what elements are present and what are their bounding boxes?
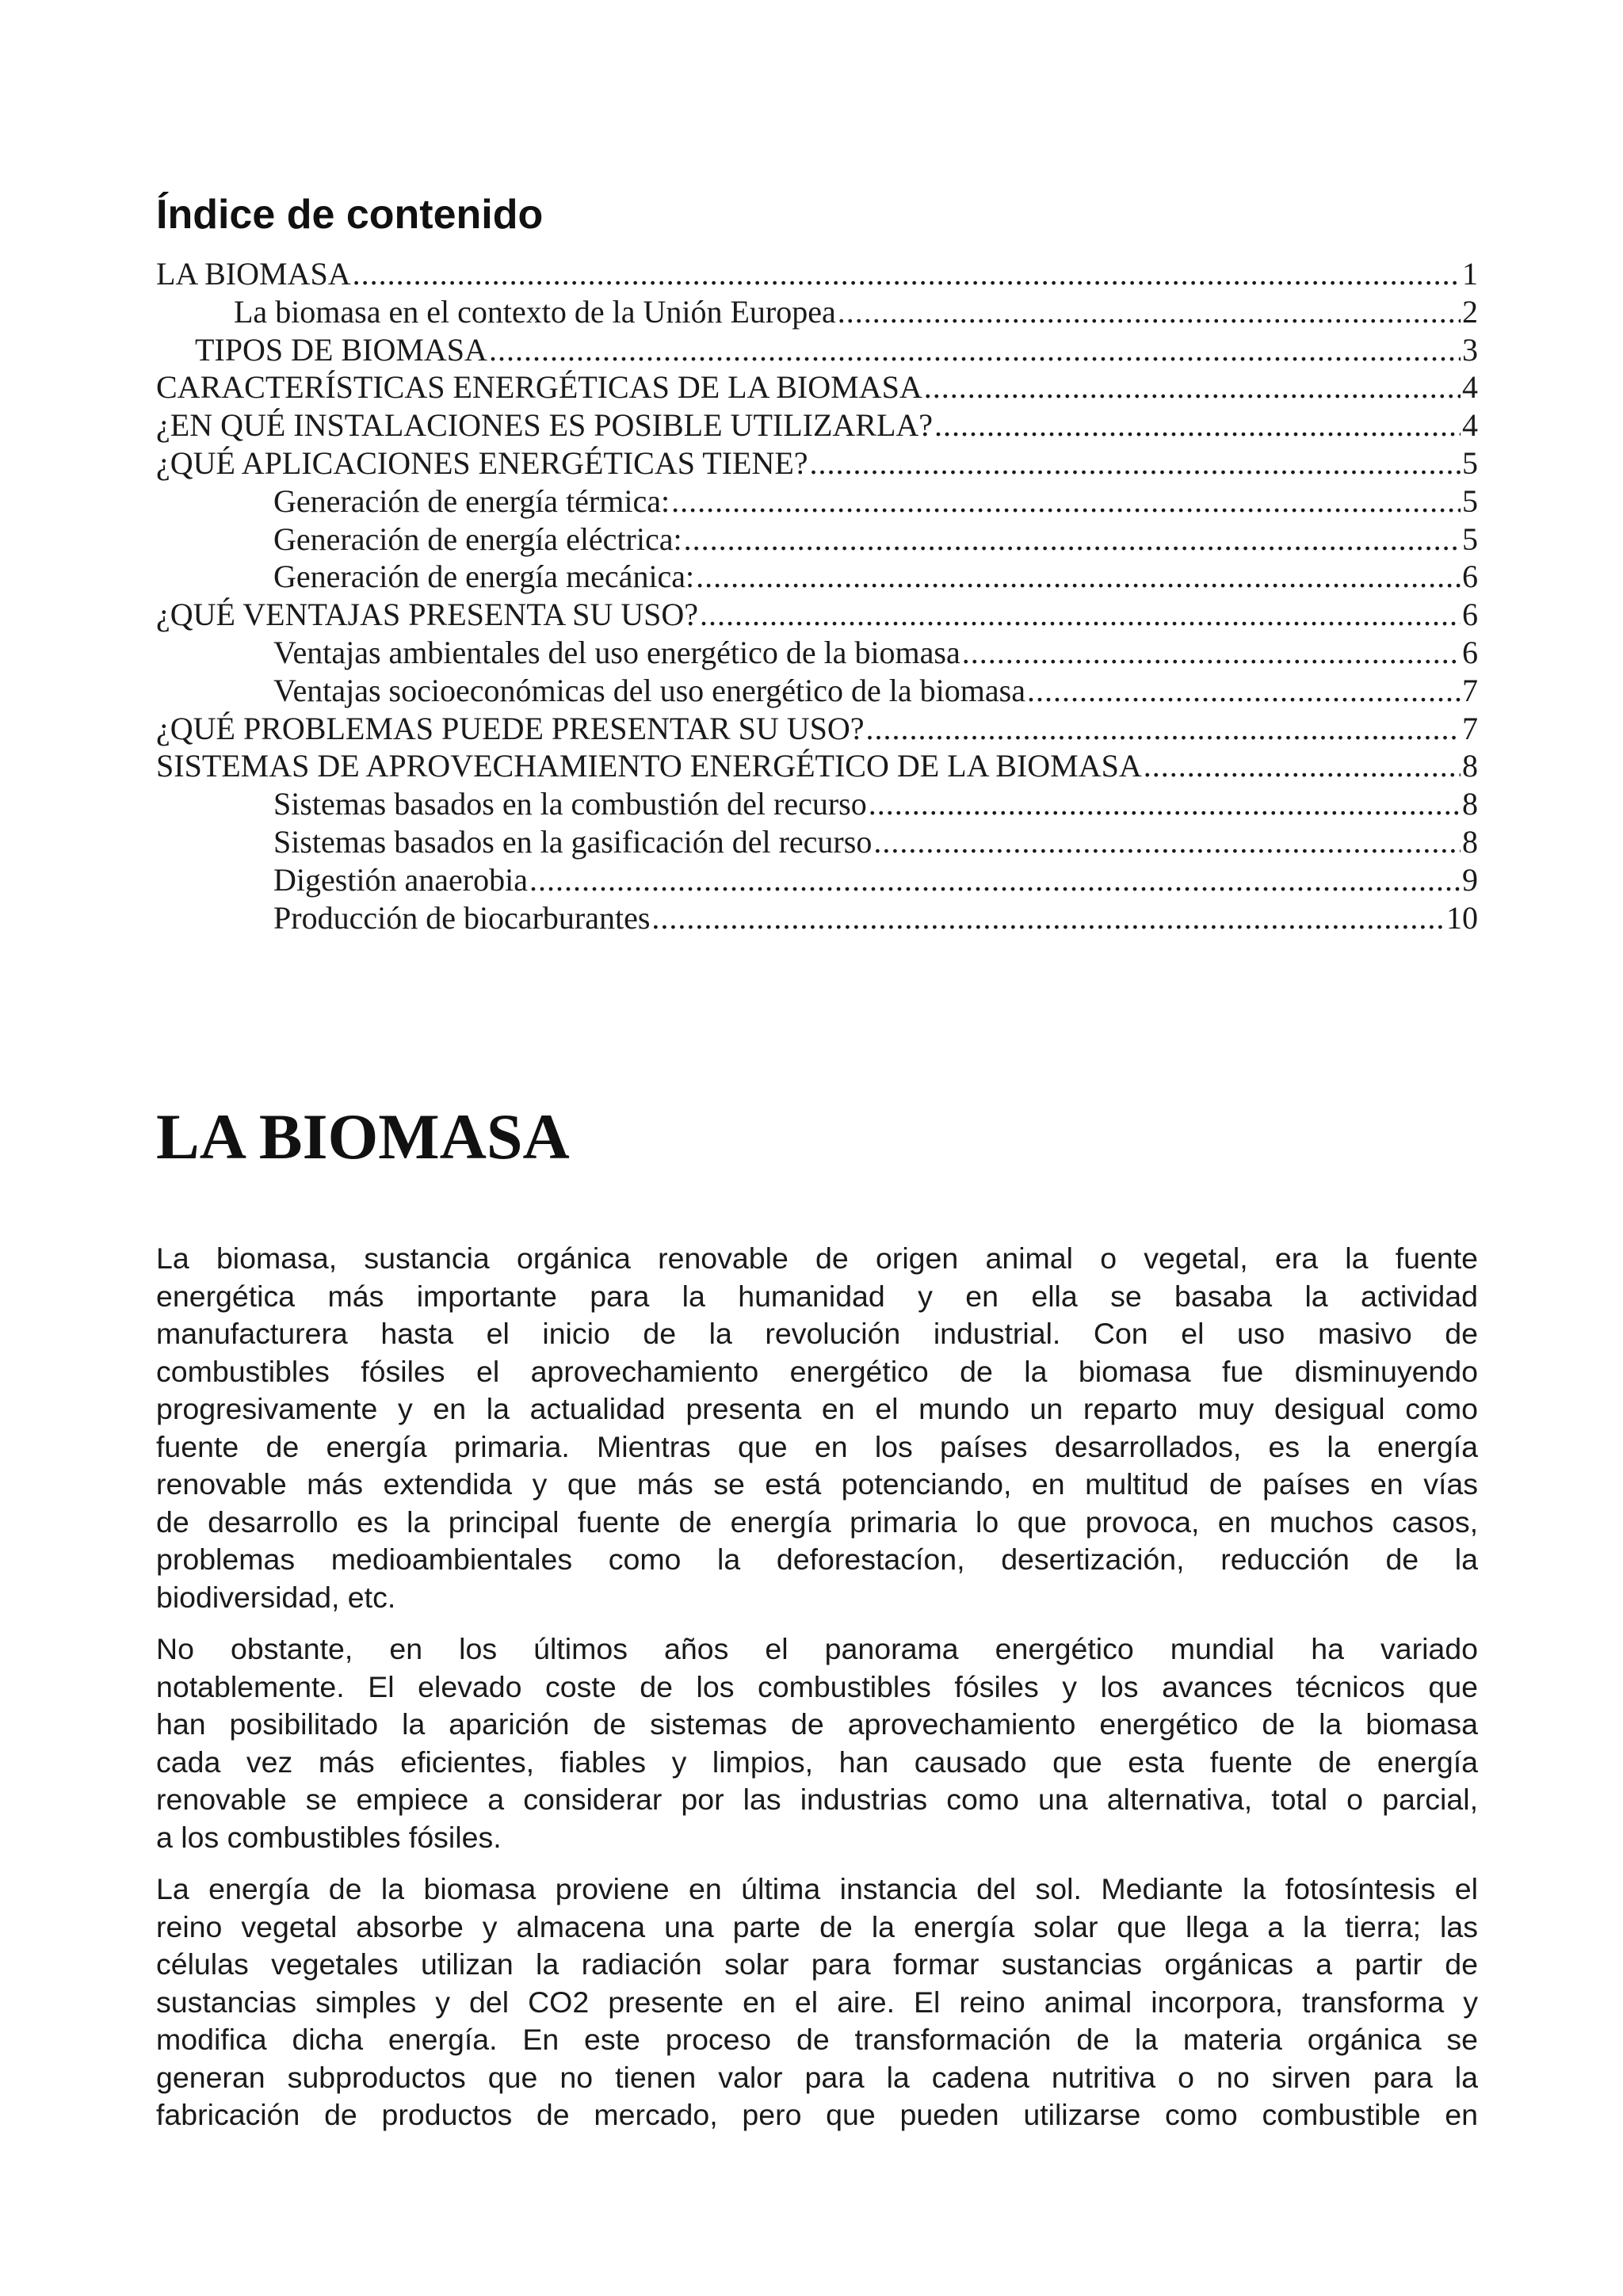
- toc-leader-dots: [838, 293, 1461, 331]
- section-heading: LA BIOMASA: [156, 1100, 570, 1173]
- toc-entry-text: Generación de energía eléctrica:: [273, 521, 682, 557]
- toc-entry-page: 10: [1446, 899, 1478, 936]
- toc-entry-page: 2: [1462, 293, 1478, 330]
- toc-entry-page: 3: [1462, 331, 1478, 368]
- toc-entry-text: ¿QUÉ PROBLEMAS PUEDE PRESENTAR SU USO?: [156, 710, 865, 746]
- toc-leader-dots: [671, 482, 1461, 521]
- toc-leader-dots: [810, 444, 1461, 482]
- toc-entry-page: 4: [1462, 407, 1478, 444]
- toc-leader-dots: [869, 785, 1461, 823]
- toc-entry[interactable]: [156, 634, 1478, 672]
- toc-leader-dots: [684, 521, 1461, 559]
- toc-leader-dots: [873, 823, 1461, 861]
- toc-entry-page: 8: [1462, 786, 1478, 822]
- toc-entry[interactable]: [156, 482, 1478, 521]
- section-body: [156, 1240, 1478, 2149]
- toc-entry-text: CARACTERÍSTICAS ENERGÉTICAS DE LA BIOMASA: [156, 369, 922, 406]
- text-line: a los combustibles fósiles.: [156, 1820, 502, 1854]
- text-line: renovable más extendida y que más se está potenciando, en multitud de países en vías: [156, 1467, 1478, 1501]
- toc-leader-dots: [866, 710, 1461, 748]
- toc-entry-page: 8: [1462, 748, 1478, 784]
- toc-entry-page: 5: [1462, 482, 1478, 519]
- text-line: cada vez más eficientes, fiables y limpios, han causado que esta fuente de energía: [156, 1745, 1478, 1779]
- toc-entry[interactable]: [156, 596, 1478, 634]
- text-line: notablemente. El elevado coste de los combustibles fósiles y los avances técnicos que: [156, 1669, 1478, 1703]
- toc-entry-text: Generación de energía mecánica:: [273, 559, 695, 595]
- toc-entry[interactable]: [156, 899, 1478, 937]
- text-line: manufacturera hasta el inicio de la revolución industrial. Con el uso masivo de: [156, 1317, 1478, 1350]
- text-line: células vegetales utilizan la radiación solar para formar sustancias orgánicas a partir de: [156, 1947, 1478, 1981]
- toc-entry-page: 9: [1462, 861, 1478, 898]
- text-line: generan subproductos que no tienen valor para la cadena nutritiva o no sirven para la: [156, 2060, 1478, 2094]
- paragraph: [156, 1240, 1478, 1616]
- toc-entry[interactable]: [156, 368, 1478, 406]
- table-of-contents: [156, 255, 1478, 936]
- toc-entry-text: TIPOS DE BIOMASA: [195, 331, 487, 368]
- text-line: problemas medioambientales como la deforestacíon, desertización, reducción de la: [156, 1543, 1478, 1576]
- toc-entry-page: 7: [1462, 710, 1478, 746]
- text-line: reino vegetal absorbe y almacena una parte de la energía solar que llega a la tierra; las: [156, 1909, 1478, 1943]
- toc-leader-dots: [529, 861, 1461, 899]
- text-line: combustibles fósiles el aprovechamiento energético de la biomasa fue disminuyendo: [156, 1354, 1478, 1388]
- text-line: fuente de energía primaria. Mientras que en los países desarrollados, es la energía: [156, 1429, 1478, 1463]
- text-line: La biomasa, sustancia orgánica renovable de origen animal o vegetal, era la fuente: [156, 1241, 1478, 1275]
- toc-entry-page: 6: [1462, 597, 1478, 633]
- text-line: modifica dicha energía. En este proceso de transformación de la materia orgánica se: [156, 2023, 1478, 2056]
- toc-entry-text: ¿QUÉ VENTAJAS PRESENTA SU USO?: [156, 597, 699, 633]
- toc-entry-text: ¿QUÉ APLICACIONES ENERGÉTICAS TIENE?: [156, 444, 808, 481]
- toc-entry-page: 5: [1462, 444, 1478, 481]
- toc-title: Índice de contenido: [156, 192, 544, 238]
- toc-entry-text: ¿EN QUÉ INSTALACIONES ES POSIBLE UTILIZARLA?: [156, 407, 934, 444]
- toc-entry[interactable]: [156, 558, 1478, 596]
- paragraph: [156, 1871, 1478, 2134]
- toc-entry-text: LA BIOMASA: [156, 256, 351, 292]
- toc-entry[interactable]: [156, 444, 1478, 482]
- toc-entry[interactable]: [156, 521, 1478, 559]
- text-line: renovable se empiece a considerar por las industrias como una alternativa, total o parcial,: [156, 1783, 1478, 1816]
- toc-leader-dots: [962, 634, 1461, 672]
- toc-entry-text: Ventajas socioeconómicas del uso energético de la biomasa: [273, 672, 1025, 708]
- toc-entry-page: 1: [1462, 256, 1478, 292]
- toc-entry-text: Ventajas ambientales del uso energético de la biomasa: [273, 634, 960, 670]
- toc-entry-page: 5: [1462, 521, 1478, 557]
- toc-leader-dots: [353, 255, 1461, 293]
- text-line: de desarrollo es la principal fuente de energía primaria lo que provoca, en muchos casos,: [156, 1505, 1478, 1539]
- toc-entry[interactable]: [156, 785, 1478, 823]
- toc-entry[interactable]: [156, 672, 1478, 710]
- toc-entry[interactable]: [156, 255, 1478, 293]
- toc-entry-text: Sistemas basados en la combustión del recurso: [273, 786, 867, 822]
- toc-entry-page: 4: [1462, 369, 1478, 406]
- toc-entry-text: Digestión anaerobia: [273, 861, 528, 898]
- toc-entry[interactable]: [156, 747, 1478, 785]
- text-line: biodiversidad, etc.: [156, 1580, 396, 1614]
- text-line: La energía de la biomasa proviene en última instancia del sol. Mediante la fotosíntesis el: [156, 1872, 1478, 1905]
- toc-entry[interactable]: [156, 406, 1478, 444]
- toc-entry-text: Generación de energía térmica:: [273, 482, 670, 519]
- toc-entry-text: Producción de biocarburantes: [273, 899, 651, 936]
- toc-leader-dots: [1144, 747, 1461, 785]
- toc-leader-dots: [1027, 672, 1461, 710]
- toc-entry[interactable]: [156, 861, 1478, 899]
- text-line: sustancias simples y del CO2 presente en el aire. El reino animal incorpora, transforma y: [156, 1985, 1478, 2019]
- toc-entry-page: 6: [1462, 634, 1478, 670]
- toc-entry-text: La biomasa en el contexto de la Unión Europea: [234, 293, 836, 330]
- text-line: energética más importante para la humanidad y en ella se basaba la actividad: [156, 1279, 1478, 1313]
- toc-entry-text: Sistemas basados en la gasificación del recurso: [273, 823, 873, 860]
- toc-entry[interactable]: [156, 710, 1478, 748]
- toc-leader-dots: [696, 558, 1461, 596]
- toc-leader-dots: [700, 596, 1461, 634]
- text-line: fabricación de productos de mercado, pero que pueden utilizarse como combustible en: [156, 2098, 1478, 2131]
- paragraph: [156, 1630, 1478, 1856]
- toc-leader-dots: [934, 406, 1461, 444]
- toc-entry-page: 8: [1462, 823, 1478, 860]
- toc-entry[interactable]: [156, 331, 1478, 369]
- toc-entry-text: SISTEMAS DE APROVECHAMIENTO ENERGÉTICO DE LA BIOMASA: [156, 748, 1142, 784]
- toc-entry[interactable]: [156, 293, 1478, 331]
- toc-leader-dots: [489, 331, 1461, 369]
- toc-leader-dots: [651, 899, 1445, 937]
- toc-entry-page: 6: [1462, 559, 1478, 595]
- text-line: progresivamente y en la actualidad presenta en el mundo un reparto muy desigual como: [156, 1392, 1478, 1425]
- toc-entry-page: 7: [1462, 672, 1478, 708]
- text-line: No obstante, en los últimos años el panorama energético mundial ha variado: [156, 1632, 1478, 1665]
- text-line: han posibilitado la aparición de sistemas de aprovechamiento energético de la biomasa: [156, 1707, 1478, 1741]
- toc-entry[interactable]: [156, 823, 1478, 861]
- toc-leader-dots: [924, 368, 1461, 406]
